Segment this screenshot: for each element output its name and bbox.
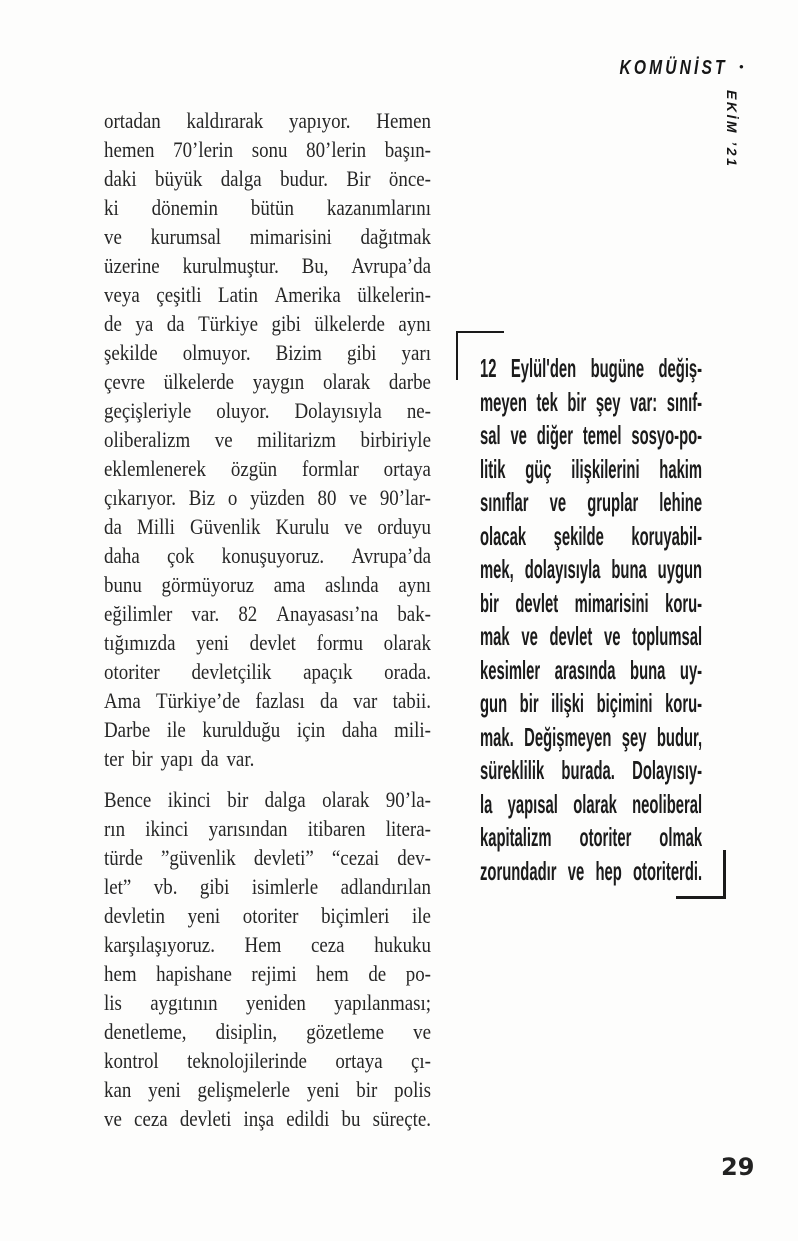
pullquote-bracket-bottom-right <box>676 850 726 899</box>
text-line: ve kurumsal mimarisini dağıtmak <box>104 224 431 249</box>
article-text <box>104 106 431 1133</box>
text-line: otoriter devletçilik apaçık orada. <box>104 659 431 684</box>
text-line: hem hapishane rejimi hem de po- <box>104 961 431 986</box>
text-line: süreklilik burada. Dolayısıy- <box>480 755 703 785</box>
text-line: denetleme, disiplin, gözetleme ve <box>104 1019 431 1044</box>
text-line: Ama Türkiye’de fazlası da var tabii. <box>104 688 431 713</box>
text-line: bir devlet mimarisini koru- <box>480 587 703 618</box>
text-line: la yapısal olarak neoliberal <box>480 788 703 819</box>
separator-dot-icon: • <box>738 60 744 76</box>
text-line: oliberalizm ve militarizm birbiriyle <box>104 427 431 452</box>
text-line: de ya da Türkiye gibi ülkelerde aynı <box>104 311 431 336</box>
page-number: 29 <box>721 1153 755 1181</box>
text-line: eklemlenerek özgün formlar ortaya <box>104 456 431 481</box>
text-line: şekilde olmuyor. Bizim gibi yarı <box>104 340 431 365</box>
text-line: litik güç ilişkilerini hakim <box>480 453 703 484</box>
text-line: veya çeşitli Latin Amerika ülkelerin- <box>104 282 431 307</box>
paragraph-2 <box>104 785 431 1133</box>
text-line: sınıflar ve gruplar lehine <box>480 487 703 517</box>
text-line: meyen tek bir şey var: sınıf- <box>480 386 703 417</box>
text-line: ter bir yapı da var. <box>104 746 255 771</box>
text-line: mak. Değişmeyen şey budur, <box>480 721 703 752</box>
text-line: geçişleriyle oluyor. Dolayısıyla ne- <box>104 398 431 423</box>
text-line: Darbe ile kurulduğu için daha mili- <box>104 717 431 742</box>
text-line: ortadan kaldırarak yapıyor. Hemen <box>104 108 431 133</box>
text-line: karşılaşıyoruz. Hem ceza hukuku <box>104 932 431 957</box>
text-line: kan yeni gelişmelerle yeni bir polis <box>104 1077 431 1102</box>
pull-quote <box>480 352 702 888</box>
issue-date-vertical: EKİM ’21 <box>724 90 740 169</box>
text-line: olacak şekilde koruyabil- <box>480 520 703 551</box>
text-line: da Milli Güvenlik Kurulu ve orduyu <box>104 514 431 539</box>
text-line: kapitalizm otoriter olmak <box>480 822 703 852</box>
text-line: mek, dolayısıyla buna uygun <box>480 554 703 584</box>
text-line: bunu görmüyoruz ama aslında aynı <box>104 572 431 597</box>
text-line: zorundadır ve hep otoriterdi. <box>480 855 703 886</box>
text-line: kontrol teknolojilerinde ortaya çı- <box>104 1048 431 1073</box>
text-line: çıkarıyor. Biz o yüzden 80 ve 90’lar- <box>104 485 431 510</box>
pull-quote-text <box>480 352 702 888</box>
paragraph-1 <box>104 106 431 773</box>
text-line: ve ceza devleti inşa edildi bu süreçte. <box>104 1106 431 1131</box>
text-line: 12 Eylül'den bugüne değiş- <box>480 353 703 383</box>
text-line: üzerine kurulmuştur. Bu, Avrupa’da <box>104 253 431 278</box>
text-line: kesimler arasında buna uy- <box>480 654 703 685</box>
text-line: rın ikinci yarısından itibaren litera- <box>104 816 431 841</box>
text-line: let” vb. gibi isimlerle adlandırılan <box>104 874 431 899</box>
text-line: çevre ülkelerde yaygın olarak darbe <box>104 369 431 394</box>
text-line: Bence ikinci bir dalga olarak 90’la- <box>104 787 431 812</box>
text-line: daha çok konuşuyoruz. Avrupa’da <box>104 543 431 568</box>
magazine-title: KOMÜNİST <box>619 57 728 79</box>
text-line: türde ”güvenlik devleti” “cezai dev- <box>104 845 431 870</box>
text-line: tığımızda yeni devlet formu olarak <box>104 630 431 655</box>
page-header <box>589 57 744 80</box>
text-line: gun bir ilişki biçimini koru- <box>480 688 703 718</box>
text-line: ki dönemin bütün kazanımlarını <box>104 195 431 220</box>
text-line: hemen 70’lerin sonu 80’lerin başın- <box>104 137 431 162</box>
text-line: sal ve diğer temel sosyo-po- <box>480 420 703 450</box>
text-line: lis aygıtının yeniden yapılanması; <box>104 990 431 1015</box>
text-line: eğilimler var. 82 Anayasası’na bak- <box>104 601 431 626</box>
text-line: devletin yeni otoriter biçimleri ile <box>104 903 431 928</box>
text-line: mak ve devlet ve toplumsal <box>480 621 703 651</box>
article-text-column <box>104 106 431 1133</box>
text-line: daki büyük dalga budur. Bir önce- <box>104 166 431 191</box>
